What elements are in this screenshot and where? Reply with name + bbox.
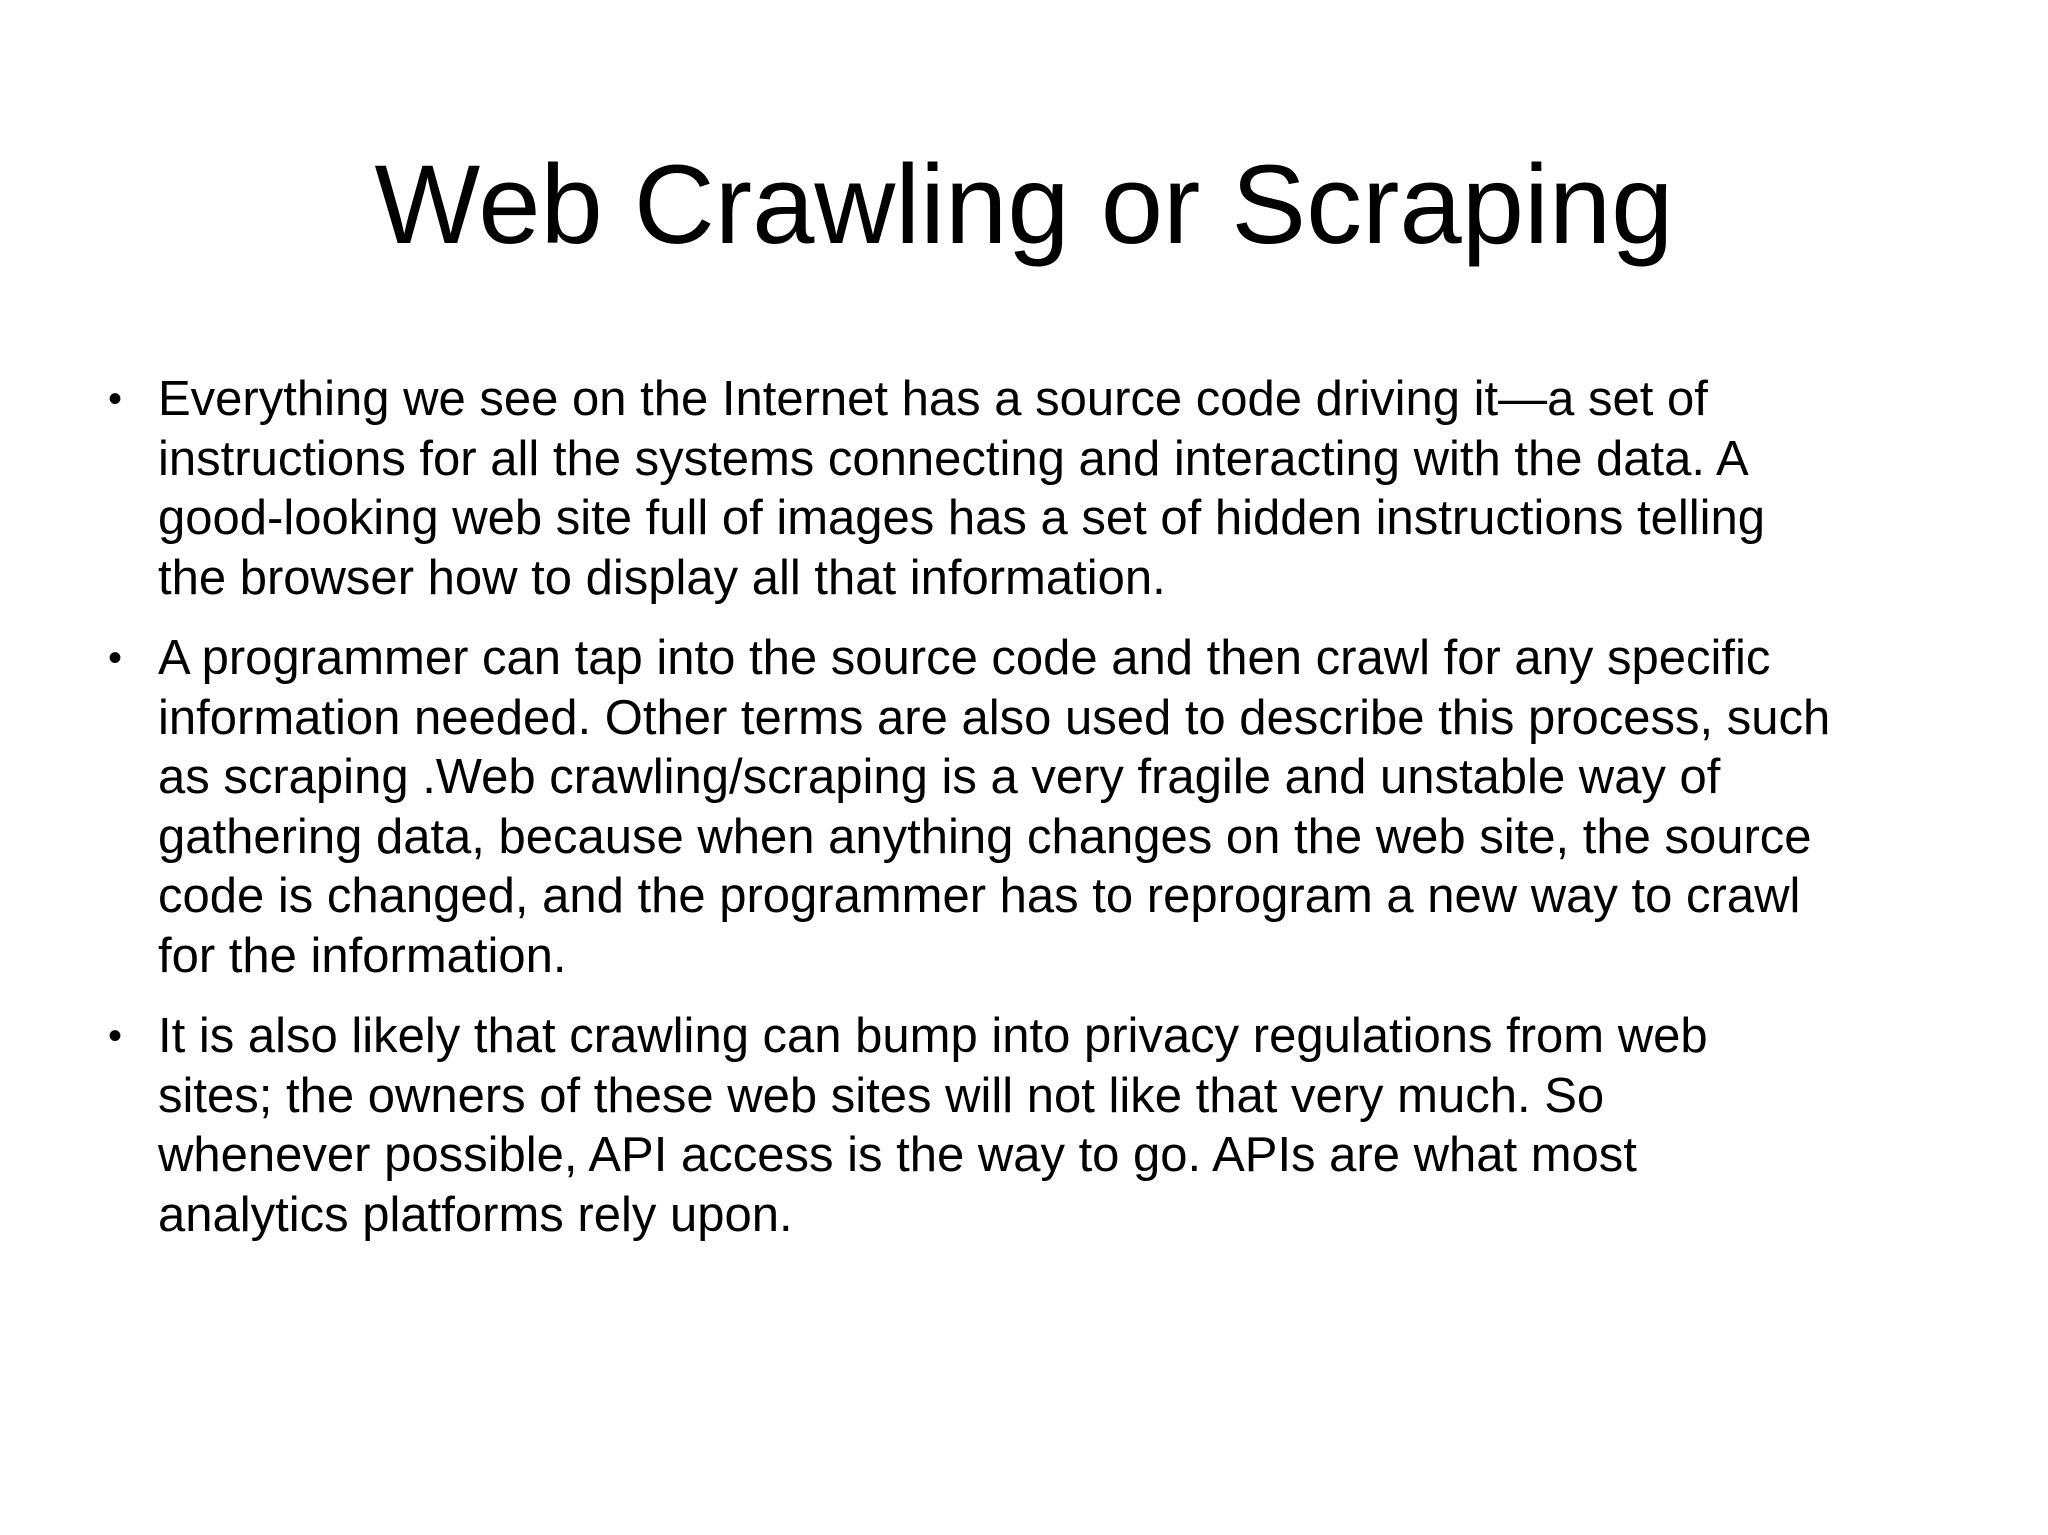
bullet-text-line: code is changed, and the programmer has to reprogram a new way to crawl xyxy=(158,869,1801,923)
bullet-text-line: analytics platforms rely upon. xyxy=(158,1187,793,1242)
slide-title: Web Crawling or Scraping xyxy=(374,142,1674,267)
bullet-item xyxy=(108,370,1998,608)
bullet-marker: • xyxy=(108,1014,123,1058)
bullet-text-line: good-looking web site full of images has a set of hidden instructions telling xyxy=(158,491,1766,545)
bullet-text-line: whenever possible, API access is the way to go. APIs are what most xyxy=(158,1128,1637,1182)
bullet-text-line: sites; the owners of these web sites will not like that very much. So xyxy=(158,1068,1605,1123)
bullet-marker: • xyxy=(108,377,123,421)
bullet-item xyxy=(108,1007,1998,1245)
bullet-list xyxy=(108,370,1998,1266)
bullet-text-line: It is also likely that crawling can bump into privacy regulations from web xyxy=(158,1009,1708,1063)
bullet-item xyxy=(108,629,1998,986)
bullet-text-line: information needed. Other terms are also used to describe this process, such xyxy=(158,690,1831,745)
bullet-text-line: A programmer can tap into the source code and then crawl for any specific xyxy=(158,631,1771,685)
bullet-marker: • xyxy=(108,636,123,680)
bullet-text-line: Everything we see on the Internet has a source code driving it—a set of xyxy=(158,372,1708,426)
bullet-text-line: instructions for all the systems connecting and interacting with the data. A xyxy=(158,431,1749,486)
bullet-text-line: the browser how to display all that information. xyxy=(158,550,1166,605)
bullet-text-line: gathering data, because when anything changes on the web site, the source xyxy=(158,809,1812,864)
bullet-text-line: as scraping .Web crawling/scraping is a very fragile and unstable way of xyxy=(158,750,1721,804)
bullet-text-line: for the information. xyxy=(158,928,567,983)
